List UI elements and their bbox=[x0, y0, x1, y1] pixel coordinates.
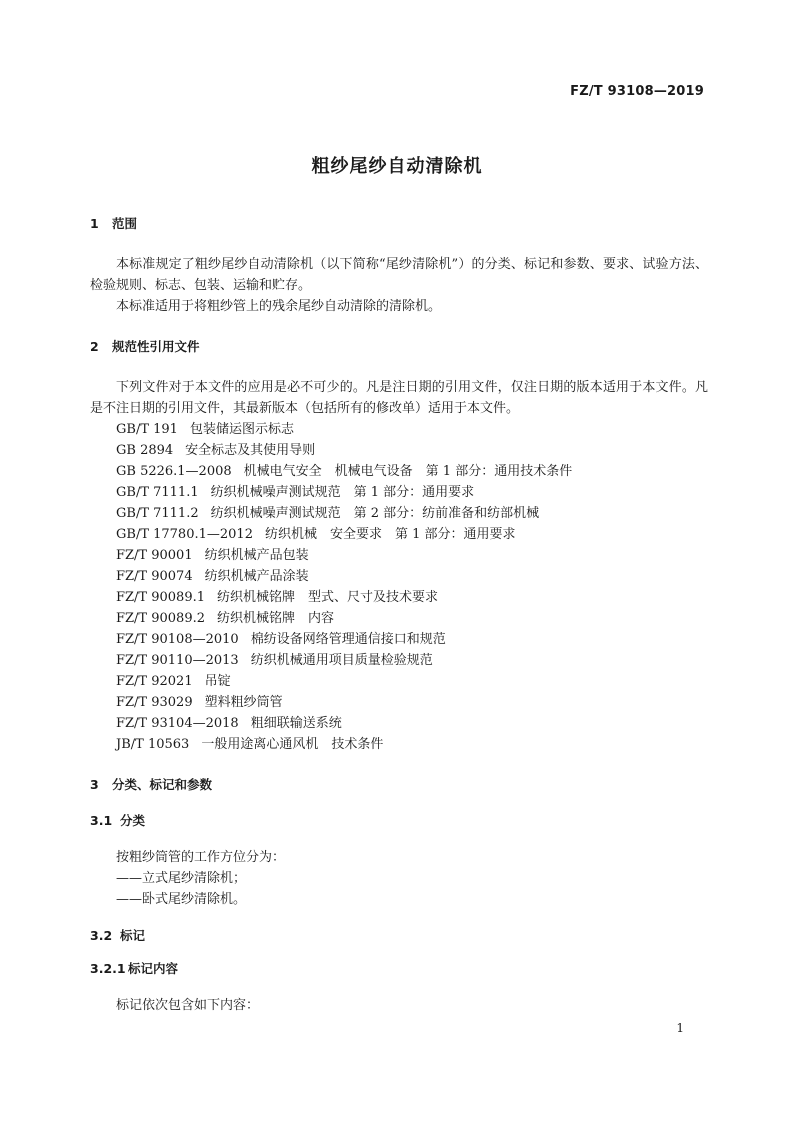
reference-title: 塑料粗纱筒管 bbox=[204, 695, 283, 710]
section-3-2-1-title: 标记内容 bbox=[128, 961, 179, 976]
reference-title: 粗细联输送系统 bbox=[250, 716, 342, 731]
reference-item bbox=[90, 482, 708, 503]
reference-title: 纺织机械 安全要求 第 1 部分：通用要求 bbox=[264, 527, 516, 542]
reference-item bbox=[90, 692, 708, 713]
reference-title: 一般用途离心通风机 技术条件 bbox=[201, 737, 384, 752]
reference-item bbox=[90, 524, 708, 545]
reference-item bbox=[90, 587, 708, 608]
reference-code: GB 2894 bbox=[116, 443, 174, 458]
section-1-number: 1 bbox=[90, 216, 99, 231]
standard-code: FZ/T 93108—2019 bbox=[570, 84, 704, 99]
reference-item bbox=[90, 566, 708, 587]
reference-item bbox=[90, 608, 708, 629]
reference-code: FZ/T 90089.2 bbox=[116, 611, 205, 626]
reference-code: FZ/T 93104—2018 bbox=[116, 716, 239, 731]
section-1-paragraph: 本标准规定了粗纱尾纱自动清除机（以下简称“尾纱清除机”）的分类、标记和参数、要求、试验方法、检验规则、标志、包装、运输和贮存。 bbox=[90, 257, 708, 293]
reference-code: FZ/T 90108—2010 bbox=[116, 632, 239, 647]
section-3-2-1-text: 标记依次包含如下内容： bbox=[116, 998, 260, 1013]
section-2-heading bbox=[90, 337, 708, 357]
reference-title: 包装储运图示标志 bbox=[189, 422, 294, 437]
reference-title: 棉纺设备网络管理通信接口和规范 bbox=[250, 632, 446, 647]
reference-code: GB/T 191 bbox=[116, 422, 178, 437]
reference-title: 纺织机械噪声测试规范 第 2 部分：纺前准备和纺部机械 bbox=[210, 506, 540, 521]
reference-item bbox=[90, 461, 708, 482]
reference-title: 机械电气安全 机械电气设备 第 1 部分：通用技术条件 bbox=[243, 464, 573, 479]
reference-code: GB/T 7111.2 bbox=[116, 506, 199, 521]
reference-item bbox=[90, 671, 708, 692]
section-3-1-title: 分类 bbox=[120, 813, 146, 828]
reference-title: 吊锭 bbox=[204, 674, 231, 689]
section-1-paragraph: 本标准适用于将粗纱管上的残余尾纱自动清除的清除机。 bbox=[116, 299, 442, 314]
reference-title: 纺织机械铭牌 内容 bbox=[217, 611, 335, 626]
reference-title: 纺织机械产品涂装 bbox=[204, 569, 309, 584]
document-body bbox=[90, 214, 708, 1016]
reference-item bbox=[90, 440, 708, 461]
section-2-title: 规范性引用文件 bbox=[112, 339, 200, 354]
classification-item: ——立式尾纱清除机； bbox=[116, 871, 247, 886]
reference-code: GB/T 7111.1 bbox=[116, 485, 199, 500]
section-3-title: 分类、标记和参数 bbox=[112, 777, 213, 792]
section-1-heading bbox=[90, 214, 708, 234]
reference-item bbox=[90, 650, 708, 671]
section-3-2-number: 3.2 bbox=[90, 928, 113, 943]
reference-item bbox=[90, 545, 708, 566]
reference-code: GB 5226.1—2008 bbox=[116, 464, 232, 479]
section-3-2-heading bbox=[90, 926, 708, 946]
reference-code: FZ/T 93029 bbox=[116, 695, 193, 710]
reference-title: 纺织机械产品包装 bbox=[204, 548, 309, 563]
reference-code: FZ/T 90074 bbox=[116, 569, 193, 584]
section-3-2-1-number: 3.2.1 bbox=[90, 961, 126, 976]
reference-item bbox=[90, 503, 708, 524]
section-3-heading bbox=[90, 775, 708, 795]
reference-code: FZ/T 90110—2013 bbox=[116, 653, 239, 668]
section-3-1-intro: 按粗纱筒管的工作方位分为： bbox=[116, 850, 286, 865]
reference-item bbox=[90, 713, 708, 734]
reference-code: GB/T 17780.1—2012 bbox=[116, 527, 253, 542]
reference-code: FZ/T 92021 bbox=[116, 674, 193, 689]
reference-code: FZ/T 90001 bbox=[116, 548, 193, 563]
section-3-1-number: 3.1 bbox=[90, 813, 113, 828]
section-3-1-heading bbox=[90, 811, 708, 831]
reference-item bbox=[90, 419, 708, 440]
reference-item bbox=[90, 734, 708, 755]
reference-title: 纺织机械通用项目质量检验规范 bbox=[250, 653, 433, 668]
classification-item: ——卧式尾纱清除机。 bbox=[116, 892, 247, 907]
reference-title: 纺织机械噪声测试规范 第 1 部分：通用要求 bbox=[210, 485, 475, 500]
section-1-title: 范围 bbox=[112, 216, 138, 231]
section-2-number: 2 bbox=[90, 339, 99, 354]
reference-code: JB/T 10563 bbox=[116, 737, 190, 752]
page-number: 1 bbox=[676, 1021, 684, 1035]
section-3-number: 3 bbox=[90, 777, 99, 792]
reference-title: 纺织机械铭牌 型式、尺寸及技术要求 bbox=[217, 590, 439, 605]
reference-item bbox=[90, 629, 708, 650]
section-3-2-title: 标记 bbox=[120, 928, 146, 943]
section-3-2-1-heading bbox=[90, 959, 708, 979]
document-title: 粗纱尾纱自动清除机 bbox=[311, 156, 483, 177]
reference-title: 安全标志及其使用导则 bbox=[185, 443, 316, 458]
section-2-intro: 下列文件对于本文件的应用是必不可少的。凡是注日期的引用文件，仅注日期的版本适用于本文件。凡是不注日期的引用文件，其最新版本（包括所有的修改单）适用于本文件。 bbox=[90, 380, 708, 416]
reference-code: FZ/T 90089.1 bbox=[116, 590, 205, 605]
